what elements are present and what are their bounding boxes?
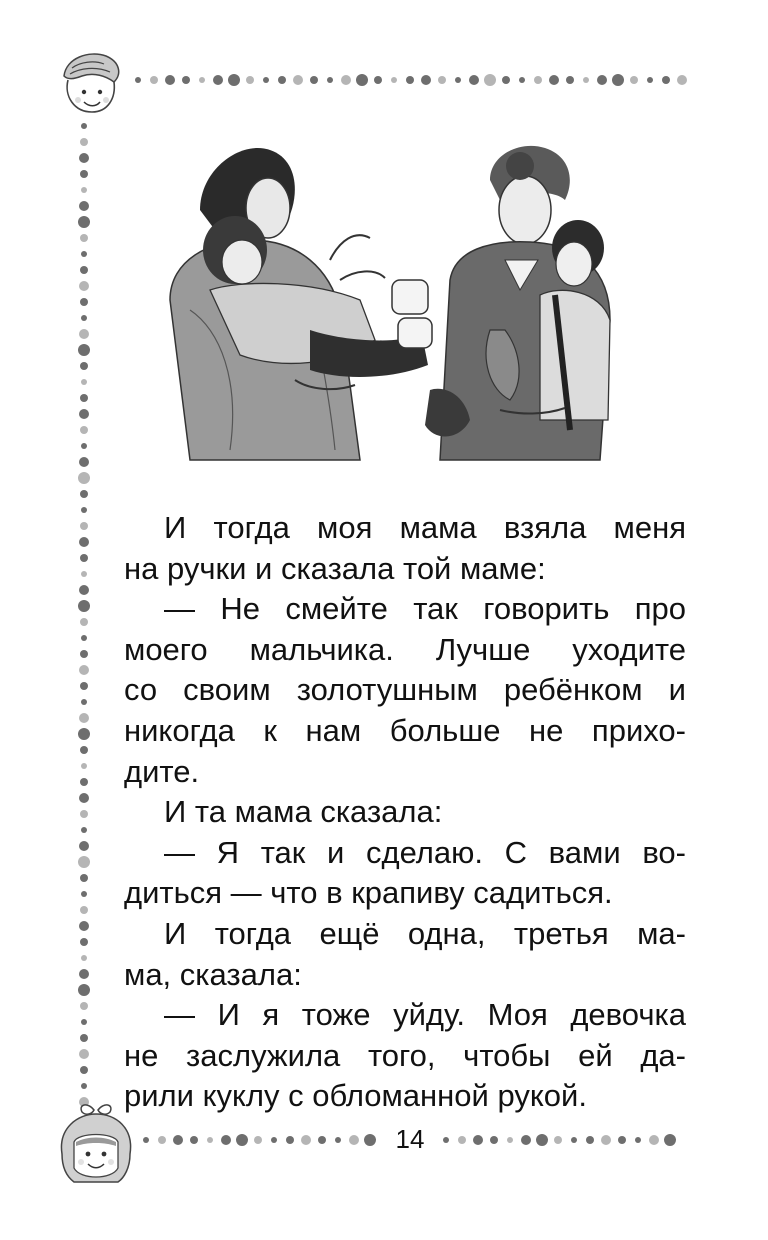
story-text	[124, 508, 686, 1117]
text-line: — И я тоже уйду. Моя девочка	[164, 997, 686, 1033]
two-mothers-with-children-illustration	[160, 130, 620, 470]
text-line: дите.	[124, 753, 200, 789]
text-line: моего мальчика. Лучше уходите	[124, 631, 686, 667]
paragraph	[124, 914, 686, 995]
text-line: рили куклу с обломанной рукой.	[124, 1078, 587, 1114]
paragraph	[124, 995, 686, 1117]
top-dotted-border	[132, 72, 692, 88]
text-line: ма, сказала:	[124, 956, 302, 992]
girl-face-icon	[44, 46, 134, 126]
page-number: 14	[395, 1124, 425, 1154]
bottom-dotted-border-right	[440, 1132, 680, 1148]
text-line: И та мама сказала:	[164, 794, 443, 830]
paragraph	[124, 508, 686, 589]
text-line: со своим золотушным ребёнком и	[124, 672, 686, 708]
paragraph	[124, 589, 686, 792]
text-line: — Я так и сделаю. С вами во-	[164, 834, 686, 870]
text-line: никогда к нам больше не прихо-	[124, 712, 686, 748]
text-line: — Не смейте так говорить про	[164, 591, 686, 627]
left-dotted-border	[76, 120, 92, 1110]
text-line: И тогда ещё одна, третья ма-	[164, 915, 686, 951]
bottom-dotted-border-left	[140, 1132, 380, 1148]
paragraph	[124, 792, 686, 833]
text-line: на ручки и сказала той маме:	[124, 550, 546, 586]
text-line: не заслужила того, чтобы ей да-	[124, 1037, 686, 1073]
text-line: И тогда моя мама взяла меня	[164, 510, 686, 545]
girl-face-with-bow-icon	[48, 1098, 144, 1194]
paragraph	[124, 833, 686, 914]
text-line: диться — что в крапиву садиться.	[124, 875, 613, 911]
